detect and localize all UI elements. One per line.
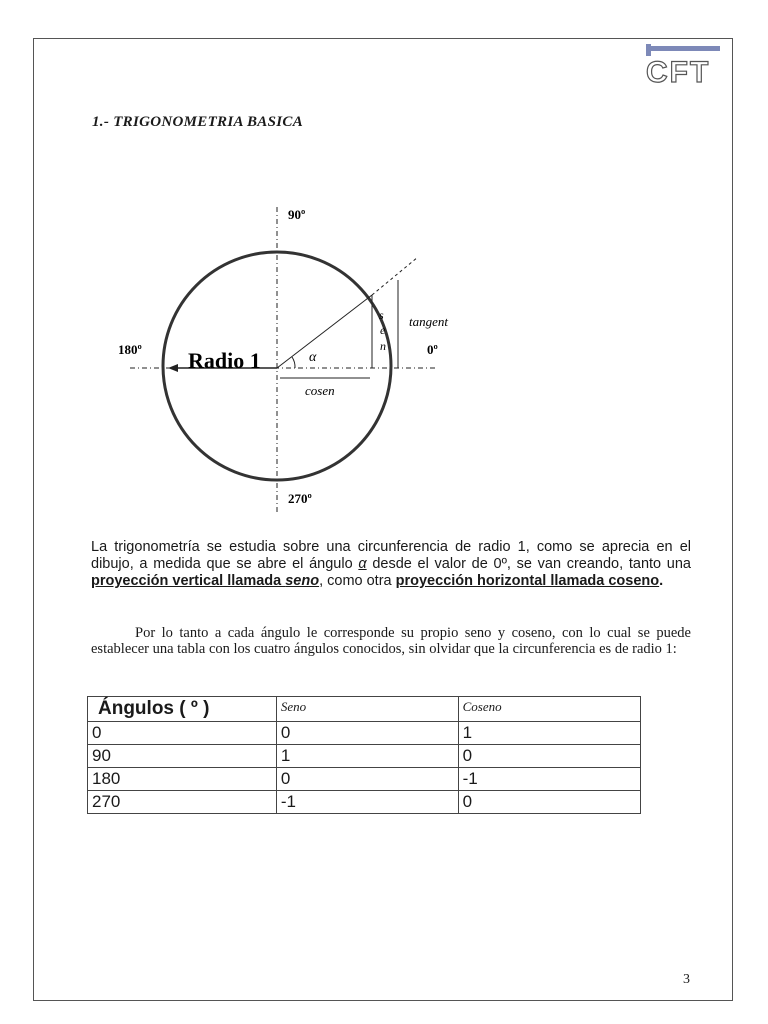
label-180-degrees: 180º [118,342,142,357]
table-header-row [88,697,641,722]
angles-table [87,696,641,814]
label-90-degrees: 90º [288,207,306,222]
angle-symbol: α [309,350,317,365]
cell-angle: 0 [88,722,277,745]
sine-letter-s: s [379,308,384,322]
cell-sine: 0 [276,768,458,791]
table-row [88,745,641,768]
table-intro-paragraph: Por lo tanto a cada ángulo le corresponde su propio seno y coseno, con lo cual se puede establecer una tabla con los cuatro ángulos conocidos, sin olvidar que la circunferencia es de radio 1: [91,625,691,657]
tangent-label: tangent [409,314,448,329]
cell-sine: -1 [276,791,458,814]
intro-text-b: desde el valor de 0º, se van creando, tanto una [366,556,691,572]
intro-text-c: , como otra [319,573,396,589]
angle-radius-line [277,295,372,368]
page-number: 3 [683,972,690,987]
logo-caliper-jaw [646,44,651,56]
header-cosine: Coseno [458,697,640,722]
label-270-degrees: 270º [288,491,312,506]
radius-arrowhead [168,364,178,372]
vertical-projection-term [91,573,319,589]
cell-angle: 270 [88,791,277,814]
horizontal-projection-term: proyección horizontal llamada coseno [395,573,660,589]
unit-circle-diagram [100,195,500,525]
cell-sine: 1 [276,745,458,768]
sine-letter-e: e [380,323,386,337]
intro-text-d: . [659,573,664,589]
cosine-label: cosen [305,383,335,398]
table-row [88,722,641,745]
cell-cosine: 0 [458,791,640,814]
cell-sine: 0 [276,722,458,745]
radius-label: Radio 1 [188,348,261,373]
intro-text-a: La trigonometría se estudia sobre una circunferencia de radio 1, como se aprecia en el dibujo, a medida que se abre el ángulo [91,539,691,572]
label-0-degrees: 0º [427,342,438,357]
cell-cosine: -1 [458,768,640,791]
intro-paragraph [91,539,691,590]
vertical-projection-text: proyección vertical llamada [91,573,286,589]
cell-angle: 90 [88,745,277,768]
header-angles: Ángulos ( º ) [88,697,277,722]
sine-letter-n: n [380,339,386,353]
table-row [88,791,641,814]
cell-angle: 180 [88,768,277,791]
logo-caliper-bar [648,46,720,51]
header-sine: Seno [276,697,458,722]
angle-symbol-inline: α [358,556,367,572]
angle-arc [292,357,295,368]
seno-term: seno [285,573,320,589]
angle-extension-line [372,257,418,295]
cell-cosine: 0 [458,745,640,768]
table-row [88,768,641,791]
cft-logo [640,44,722,86]
section-title: 1.- TRIGONOMETRIA BASICA [92,114,304,130]
logo-text: CFT [646,56,711,86]
cell-cosine: 1 [458,722,640,745]
